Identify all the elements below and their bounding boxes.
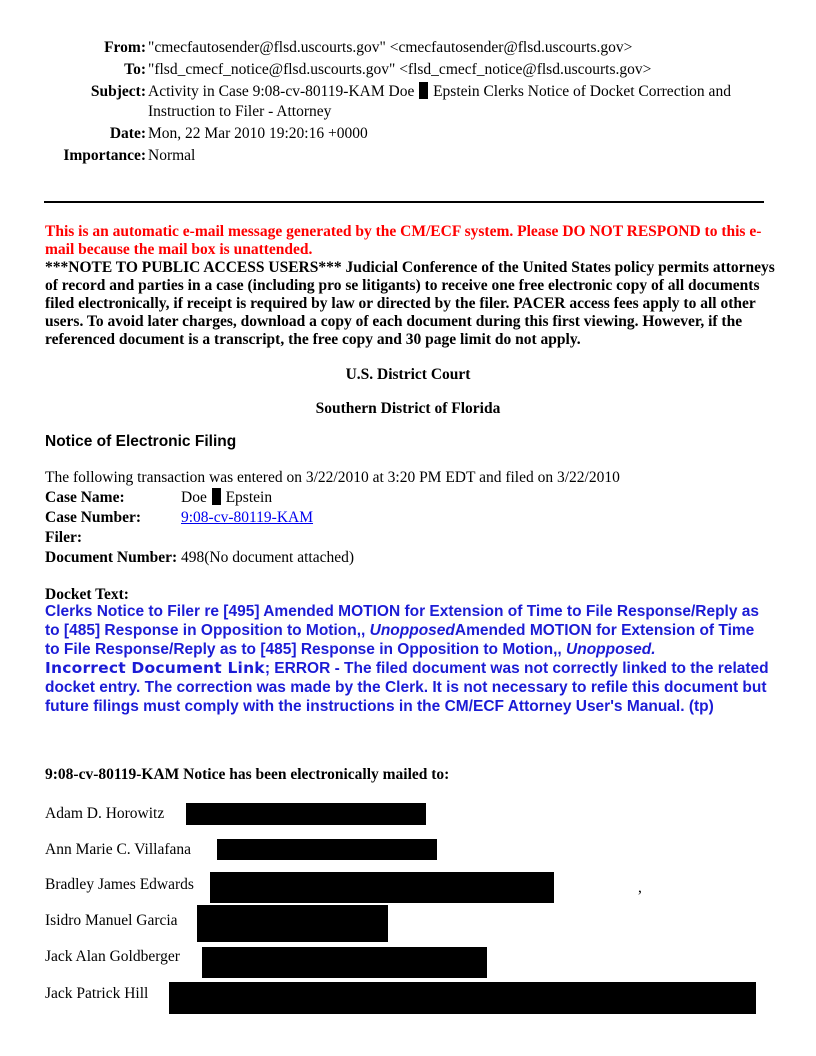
docket-text-part1: Clerks Notice to Filer re [495] Amended MOTION for Extension of Time to File Response/Reply as to [485] Response in Opposition to Motion,,	[45, 603, 760, 639]
public-access-note: ***NOTE TO PUBLIC ACCESS USERS*** Judicial Conference of the United States policy permits attorneys of record and parties in a case (including pro se litigants) to receive one free electronic copy of all documents filed electronically, if receipt is required by law or directed by the filer. PACER access fees apply to all other users. To avoid later charges, download a copy of each document during this first viewing. However, if the referenced document is a transcript, the free copy and 30 page limit do not apply.	[45, 259, 775, 348]
docket-text-part2: Amended MOTION for Extension of Time to File Response/Reply as to [485] Response in Opposition to Motion,,	[45, 622, 755, 658]
document-number-label: Document Number:	[45, 549, 178, 566]
importance-row	[0, 146, 731, 168]
case-name-part2: Epstein	[225, 489, 273, 506]
from-value: "cmecfautosender@flsd.uscourts.gov" <cmecfautosender@flsd.uscourts.gov>	[148, 39, 633, 56]
recipient-name: Isidro Manuel Garcia	[45, 912, 178, 929]
redacted-email	[202, 947, 487, 978]
district-name: Southern District of Florida	[315, 400, 501, 417]
case-number-label: Case Number:	[45, 509, 141, 526]
nef-heading: Notice of Electronic Filing	[45, 433, 237, 450]
subject-value	[148, 82, 731, 124]
auto-notice: This is an automatic e-mail message generated by the CM/ECF system. Please DO NOT RESPOND to this e-mail because the mail box is unattended.	[45, 223, 762, 258]
case-info-table	[44, 488, 355, 568]
document-number-value: 498(No document attached)	[181, 549, 355, 566]
mailed-heading: 9:08-cv-80119-KAM Notice has been electronically mailed to:	[45, 766, 450, 783]
subject-text-end: Epstein Clerks Notice of Docket Correction and	[433, 83, 731, 100]
date-row	[0, 124, 731, 146]
subject-label: Subject:	[90, 83, 146, 100]
transaction-line: The following transaction was entered on 3/22/2010 at 3:20 PM EDT and filed on 3/22/2010	[45, 469, 620, 486]
to-value: "flsd_cmecf_notice@flsd.uscourts.gov" <flsd_cmecf_notice@flsd.uscourts.gov>	[148, 61, 652, 78]
filer-value	[180, 528, 355, 548]
case-number-link[interactable]: 9:08-cv-80119-KAM	[181, 509, 314, 526]
docket-text	[45, 602, 770, 716]
redaction-mark	[212, 488, 221, 505]
redacted-email	[217, 839, 437, 860]
email-header	[0, 38, 731, 168]
case-number-cell	[180, 508, 355, 528]
recipient-name: Ann Marie C. Villafana	[45, 841, 191, 858]
case-number-row	[44, 508, 355, 528]
recipient-name: Jack Patrick Hill	[45, 985, 149, 1002]
importance-label: Importance:	[63, 147, 146, 164]
redacted-email	[197, 905, 388, 942]
case-name-label: Case Name:	[45, 489, 125, 506]
redaction-mark	[419, 82, 428, 99]
importance-value: Normal	[148, 147, 196, 164]
redacted-email	[169, 982, 756, 1014]
filer-row	[44, 528, 355, 548]
document-number-row	[44, 548, 355, 568]
case-name-value	[180, 488, 355, 508]
docket-highlight: Incorrect Document Link	[45, 659, 265, 677]
from-label: From:	[104, 39, 146, 56]
recipient-name: Jack Alan Goldberger	[45, 948, 180, 965]
case-name-row	[44, 488, 355, 508]
filer-label: Filer:	[45, 529, 83, 546]
docket-label: Docket Text:	[45, 586, 129, 603]
to-row	[0, 60, 731, 82]
docket-text-part3: ; ERROR - The filed document was not correctly linked to the related docket entry. The correction was made by the Clerk. It is not necessary to refile this document but future filings must comply with the instructions in the CM/ECF Attorney User's Manual. (tp)	[45, 660, 769, 715]
stray-comma: ,	[638, 879, 642, 896]
date-label: Date:	[109, 125, 146, 142]
recipient-name: Bradley James Edwards	[45, 876, 194, 893]
docket-italic-2: Unopposed.	[566, 641, 656, 658]
subject-row	[0, 82, 731, 124]
date-value: Mon, 22 Mar 2010 19:20:16 +0000	[148, 125, 368, 142]
to-label: To:	[124, 61, 146, 78]
from-row	[0, 38, 731, 60]
subject-text-start: Activity in Case 9:08-cv-80119-KAM Doe	[148, 83, 415, 100]
redacted-email	[186, 803, 426, 825]
subject-text-line2: Instruction to Filer - Attorney	[148, 103, 332, 120]
case-name-part1: Doe	[181, 489, 207, 506]
docket-italic-1: Unopposed	[369, 622, 455, 639]
recipient-name: Adam D. Horowitz	[45, 805, 165, 822]
header-divider	[44, 201, 764, 203]
court-name: U.S. District Court	[345, 366, 471, 383]
redacted-email	[210, 872, 554, 903]
